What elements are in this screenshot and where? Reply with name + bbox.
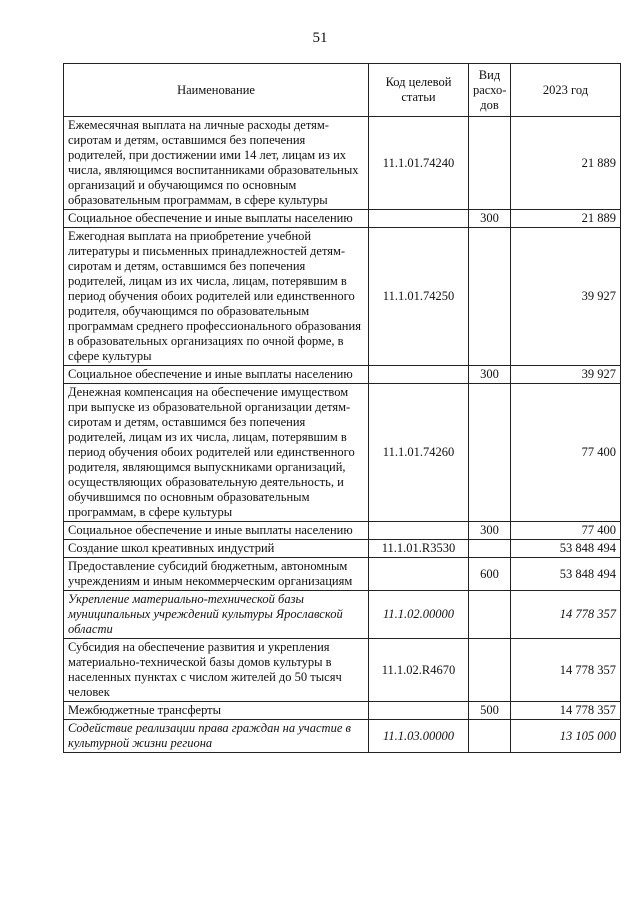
table-row <box>64 591 621 639</box>
table-row <box>64 702 621 720</box>
row-kind: 300 <box>469 522 511 540</box>
row-kind <box>469 384 511 522</box>
table-body <box>64 117 621 753</box>
header-kind-line2: расхо- <box>473 82 507 97</box>
row-name: Содействие реализации права граждан на участие в культурной жизни региона <box>64 720 369 753</box>
table-row <box>64 117 621 210</box>
row-code: 11.1.01.R3530 <box>369 540 469 558</box>
header-kind-line1: Вид <box>478 67 501 82</box>
header-kind-line3: дов <box>480 97 499 112</box>
row-code: 11.1.01.74250 <box>369 228 469 366</box>
table-header-row <box>64 64 621 117</box>
table-row <box>64 558 621 591</box>
row-kind: 300 <box>469 366 511 384</box>
table-row <box>64 540 621 558</box>
row-amount: 14 778 357 <box>511 702 621 720</box>
row-name: Ежегодная выплата на приобретение учебной литературы и письменных принадлежностей детям-сиротам и детям, оставшимся без попечения родителей, лицам из их числа, лицам, потерявшим в период обучения обоих родителей или единственного родителя, обучающимся по образовательным программам среднего профессионального образования в образовательных организациях по очной форме, в сфере культуры <box>64 228 369 366</box>
header-kind <box>469 64 511 117</box>
row-amount: 39 927 <box>511 228 621 366</box>
row-code: 11.1.02.R4670 <box>369 639 469 702</box>
row-kind: 300 <box>469 210 511 228</box>
row-name: Создание школ креативных индустрий <box>64 540 369 558</box>
header-code <box>369 64 469 117</box>
row-amount: 53 848 494 <box>511 540 621 558</box>
row-name: Социальное обеспечение и иные выплаты населению <box>64 210 369 228</box>
row-code: 11.1.03.00000 <box>369 720 469 753</box>
row-name: Денежная компенсация на обеспечение имуществом при выпуске из образовательной организации детям-сиротам и детям, оставшимся без попечения родителей, лицам из их числа, лицам, потерявшим в период обучения обоих родителей или единственного родителя, являющимся выпускниками организаций, осуществляющих образовательную деятельность, и обучившимся по основным образовательным программам, в сфере культуры <box>64 384 369 522</box>
table-row <box>64 210 621 228</box>
row-kind <box>469 639 511 702</box>
row-amount: 21 889 <box>511 210 621 228</box>
row-amount: 39 927 <box>511 366 621 384</box>
row-amount: 14 778 357 <box>511 639 621 702</box>
row-code <box>369 366 469 384</box>
page-number: 51 <box>312 30 328 46</box>
header-code-line2: статьи <box>401 90 436 104</box>
row-name: Ежемесячная выплата на личные расходы детям-сиротам и детям, оставшимся без попечения родителей, при достижении ими 14 лет, лицам из их числа, являющимся воспитанниками образовательных организаций и обучающимся по основным образовательным программам, в сфере культуры <box>64 117 369 210</box>
row-kind: 500 <box>469 702 511 720</box>
header-name: Наименование <box>64 64 369 117</box>
row-code: 11.1.01.74260 <box>369 384 469 522</box>
row-code <box>369 522 469 540</box>
row-name: Укрепление материально-технической базы муниципальных учреждений культуры Ярославской области <box>64 591 369 639</box>
row-amount: 77 400 <box>511 522 621 540</box>
row-kind: 600 <box>469 558 511 591</box>
table-row <box>64 720 621 753</box>
header-year: 2023 год <box>511 64 621 117</box>
row-kind <box>469 720 511 753</box>
row-kind <box>469 591 511 639</box>
row-kind <box>469 117 511 210</box>
row-amount: 13 105 000 <box>511 720 621 753</box>
row-amount: 21 889 <box>511 117 621 210</box>
row-amount: 53 848 494 <box>511 558 621 591</box>
row-name: Социальное обеспечение и иные выплаты населению <box>64 366 369 384</box>
row-name: Межбюджетные трансферты <box>64 702 369 720</box>
row-code <box>369 702 469 720</box>
row-code <box>369 558 469 591</box>
row-code <box>369 210 469 228</box>
row-amount: 14 778 357 <box>511 591 621 639</box>
table-row <box>64 522 621 540</box>
row-code: 11.1.02.00000 <box>369 591 469 639</box>
row-name: Субсидия на обеспечение развития и укрепления материально-технической базы домов культуры в населенных пунктах с числом жителей до 50 тысяч человек <box>64 639 369 702</box>
row-name: Социальное обеспечение и иные выплаты населению <box>64 522 369 540</box>
row-name: Предоставление субсидий бюджетным, автономным учреждениям и иным некоммерческим организациям <box>64 558 369 591</box>
row-amount: 77 400 <box>511 384 621 522</box>
budget-table <box>63 63 621 753</box>
table-row <box>64 639 621 702</box>
table-row <box>64 228 621 366</box>
table-row <box>64 384 621 522</box>
header-code-line1: Код целевой <box>385 75 452 89</box>
row-kind <box>469 228 511 366</box>
row-code: 11.1.01.74240 <box>369 117 469 210</box>
table-row <box>64 366 621 384</box>
row-kind <box>469 540 511 558</box>
